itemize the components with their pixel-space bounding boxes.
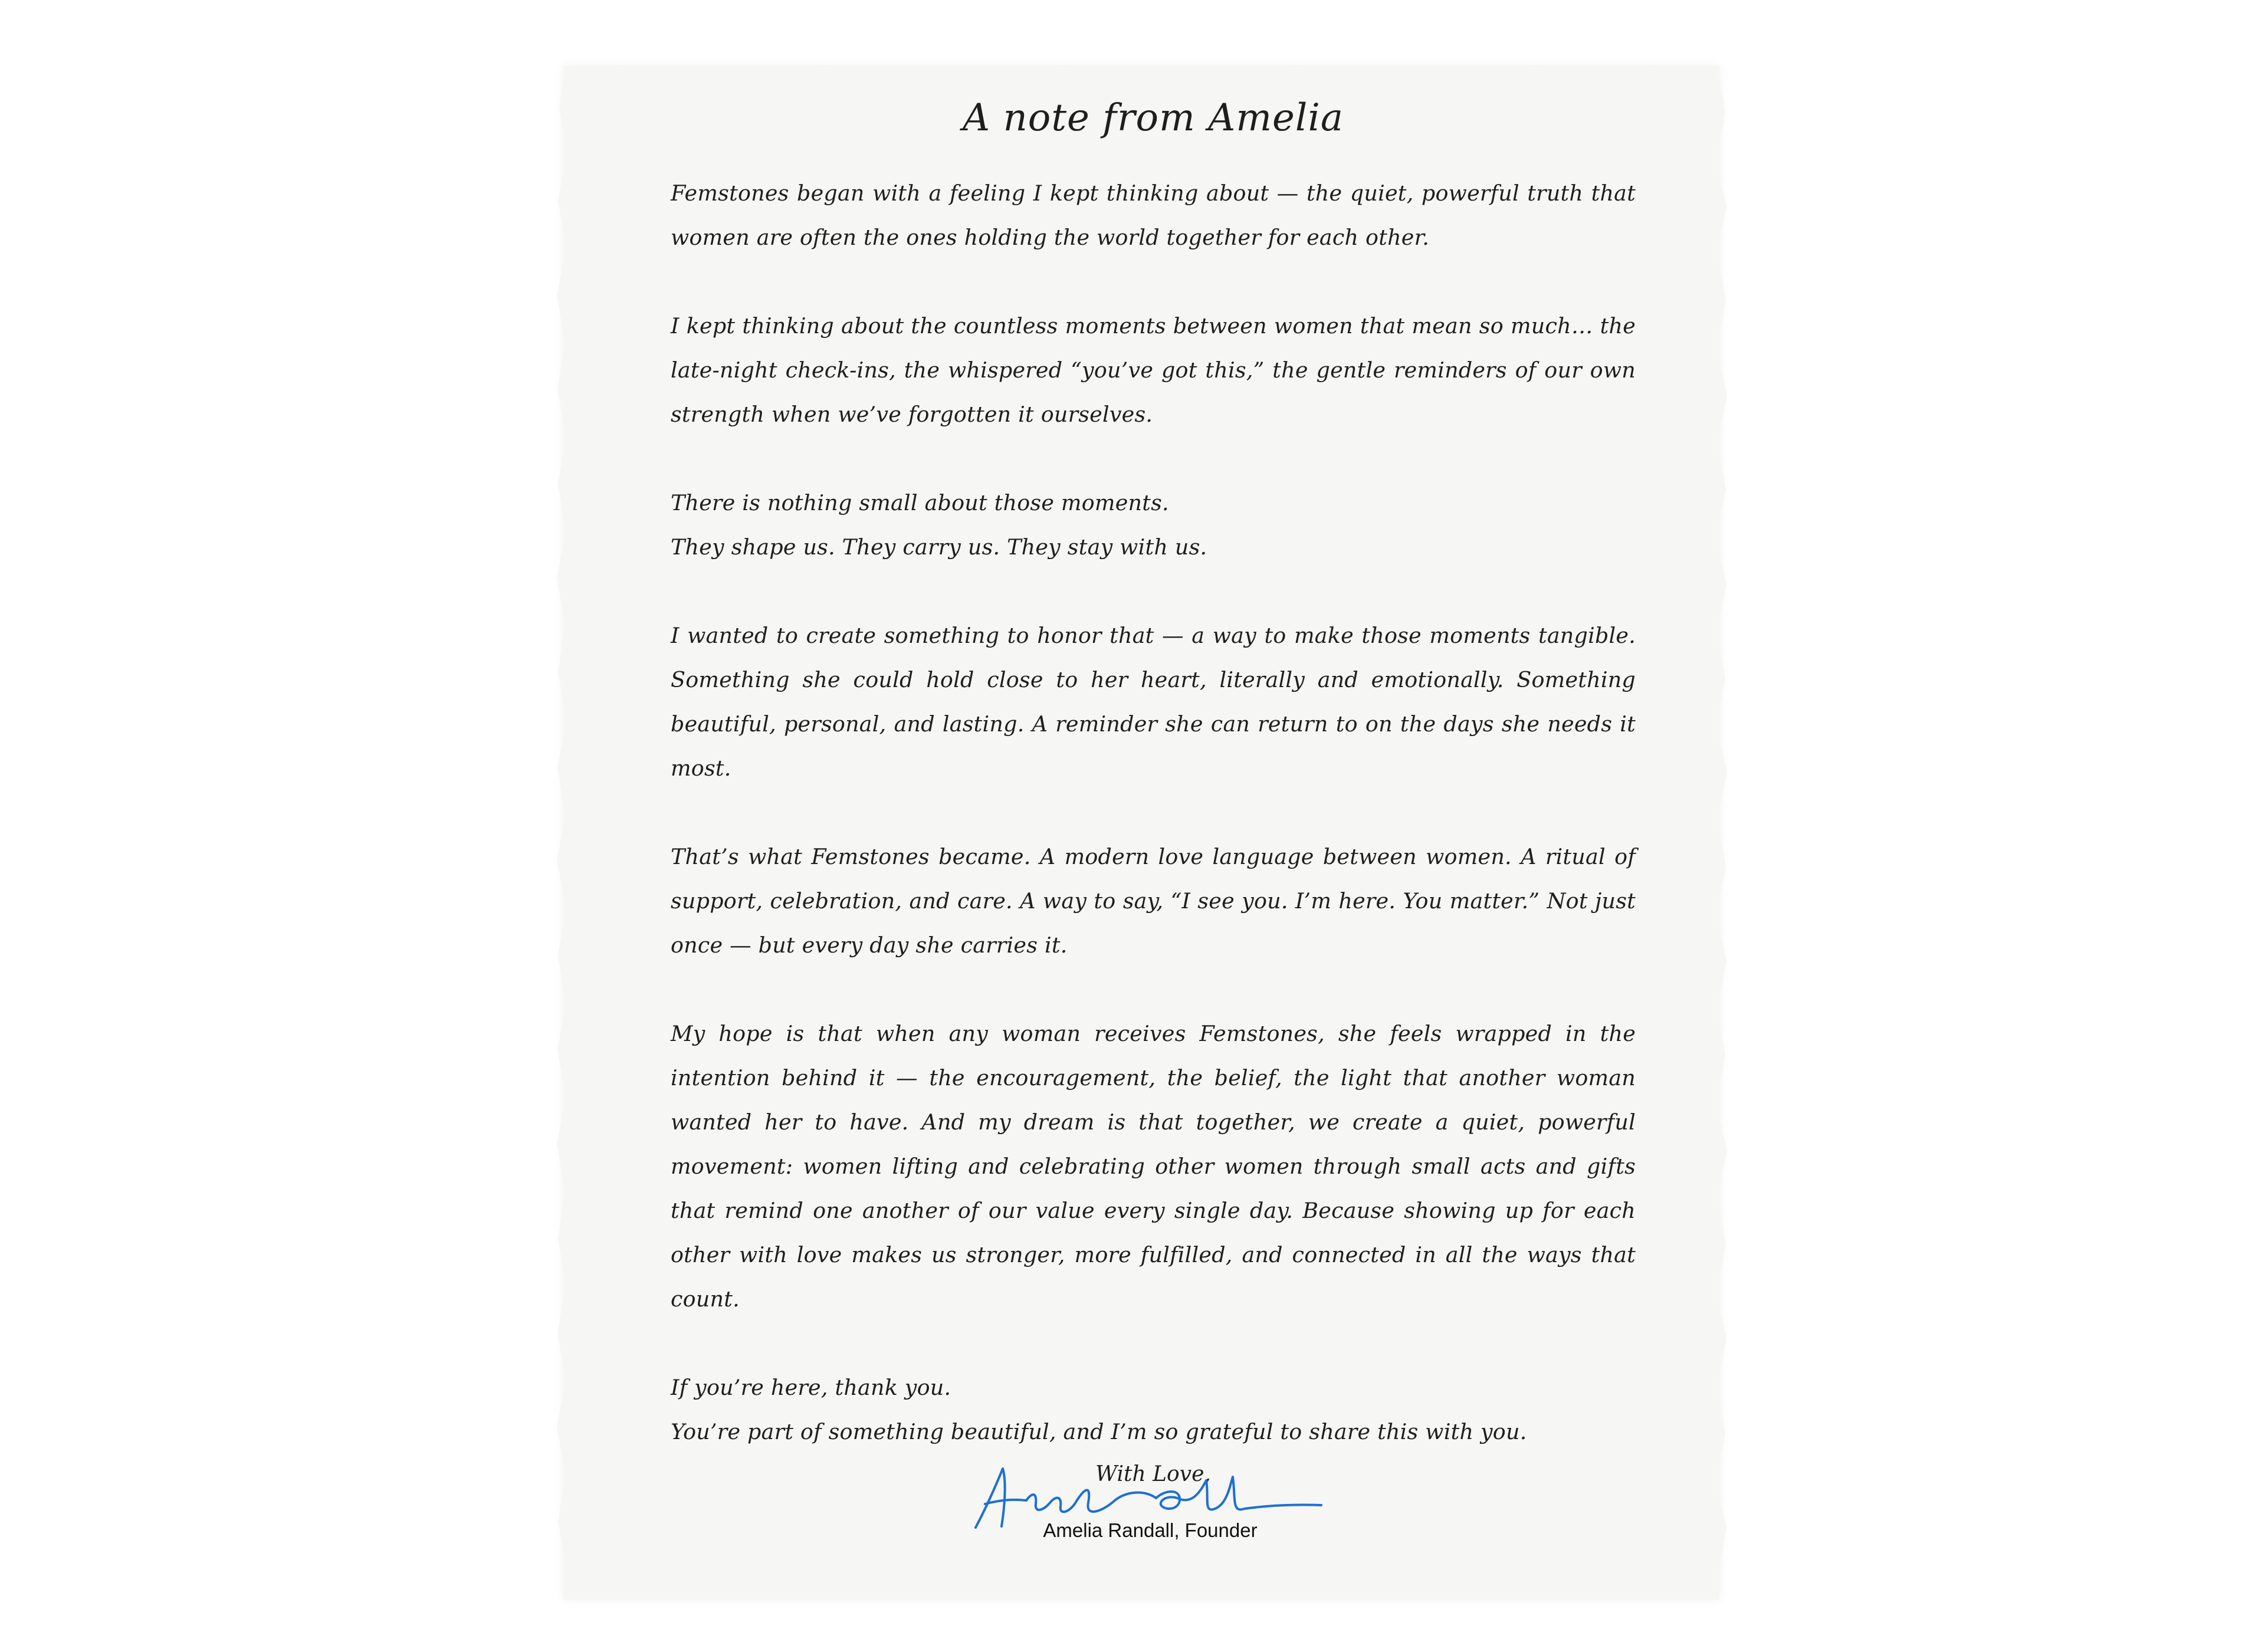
letter-paragraph-3: I wanted to create something to honor that — a way to make those moments tangible. Something she could hold close to her heart, literally and emotionally. Something beautiful, personal, and lasting. A reminder she can return to on the days she needs it most.: [671, 623, 1636, 781]
letter-closing: With Love,: [1095, 1462, 1211, 1486]
letter-thanks-line-1: If you’re here, thank you.: [671, 1375, 951, 1400]
letter-short-line-2: They shape us. They carry us. They stay with us.: [671, 534, 1207, 560]
letter-paragraph-5: My hope is that when any woman receives Femstones, she feels wrapped in the intention behind it — the encouragement, the belief, the light that another woman wanted her to have. And my dream is that together, we create a quiet, powerful movement: women lifting and celebrating other women through small acts and gifts that remind one another of our value every single day. Because showing up for each other with love makes us stronger, more fulfilled, and connected in all the ways that count.: [671, 1021, 1636, 1312]
founder-name: Amelia Randall, Founder: [1043, 1519, 1258, 1541]
letter-body: [671, 88, 1636, 1495]
letter-title: A note from Amelia: [963, 96, 1344, 140]
letter-paragraph-4: That’s what Femstones became. A modern love language between women. A ritual of support, celebration, and care. A way to say, “I see you. I’m here. You matter.” Not just once — but every day she carries it.: [671, 844, 1636, 958]
letter-paragraph-1: Femstones began with a feeling I kept thinking about — the quiet, powerful truth that women are often the ones holding the world together for each other.: [671, 180, 1636, 250]
letter-short-lines: [671, 481, 1636, 569]
letter-thanks-line-2: You’re part of something beautiful, and I’m so grateful to share this with you.: [671, 1419, 1527, 1444]
letter-paragraph-2: I kept thinking about the countless moments between women that mean so much… the late-night check-ins, the whispered “you’ve got this,” the gentle reminders of our own strength when we’ve forgotten it ourselves.: [671, 313, 1636, 427]
letter-thanks: [671, 1365, 1636, 1454]
letter-short-line-1: There is nothing small about those moments.: [671, 490, 1169, 515]
